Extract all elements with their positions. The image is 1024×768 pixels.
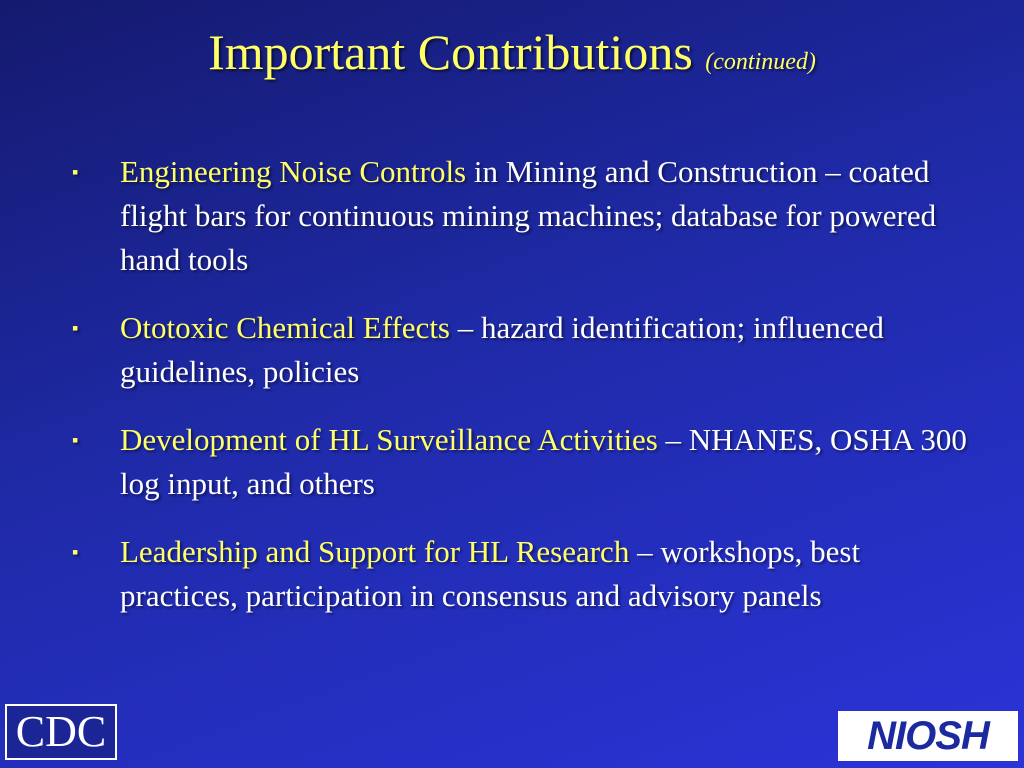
bullet-highlight: Leadership and Support for HL Research (120, 534, 630, 569)
niosh-logo-text: NIOSH (867, 714, 989, 758)
slide-title-sub: (continued) (705, 49, 816, 75)
slide-title-main: Important Contributions (208, 24, 693, 80)
bullet-text: – NHANES, OSHA 300 log input, and others (120, 422, 967, 501)
bullet-item (70, 530, 970, 618)
bullet-marker: ▪ (72, 542, 79, 562)
bullet-marker: ▪ (72, 430, 79, 450)
cdc-logo: CDC (5, 704, 117, 760)
bullet-highlight: Engineering Noise Controls (120, 154, 467, 189)
slide-title (0, 22, 1024, 92)
bullet-highlight: Ototoxic Chemical Effects (120, 310, 450, 345)
bullet-marker: ▪ (72, 162, 79, 182)
bullet-marker: ▪ (72, 318, 79, 338)
bullet-text: in Mining and Construction – coated flight bars for continuous mining machines; database for powered hand tools (120, 154, 937, 277)
bullet-list (70, 150, 970, 642)
bullet-text: – hazard identification; influenced guidelines, policies (120, 310, 884, 389)
niosh-logo (838, 711, 1018, 761)
bullet-item (70, 150, 970, 282)
bullet-item (70, 418, 970, 506)
bullet-text: – workshops, best practices, participation in consensus and advisory panels (120, 534, 861, 613)
bullet-item (70, 306, 970, 394)
bullet-highlight: Development of HL Surveillance Activities (120, 422, 658, 457)
